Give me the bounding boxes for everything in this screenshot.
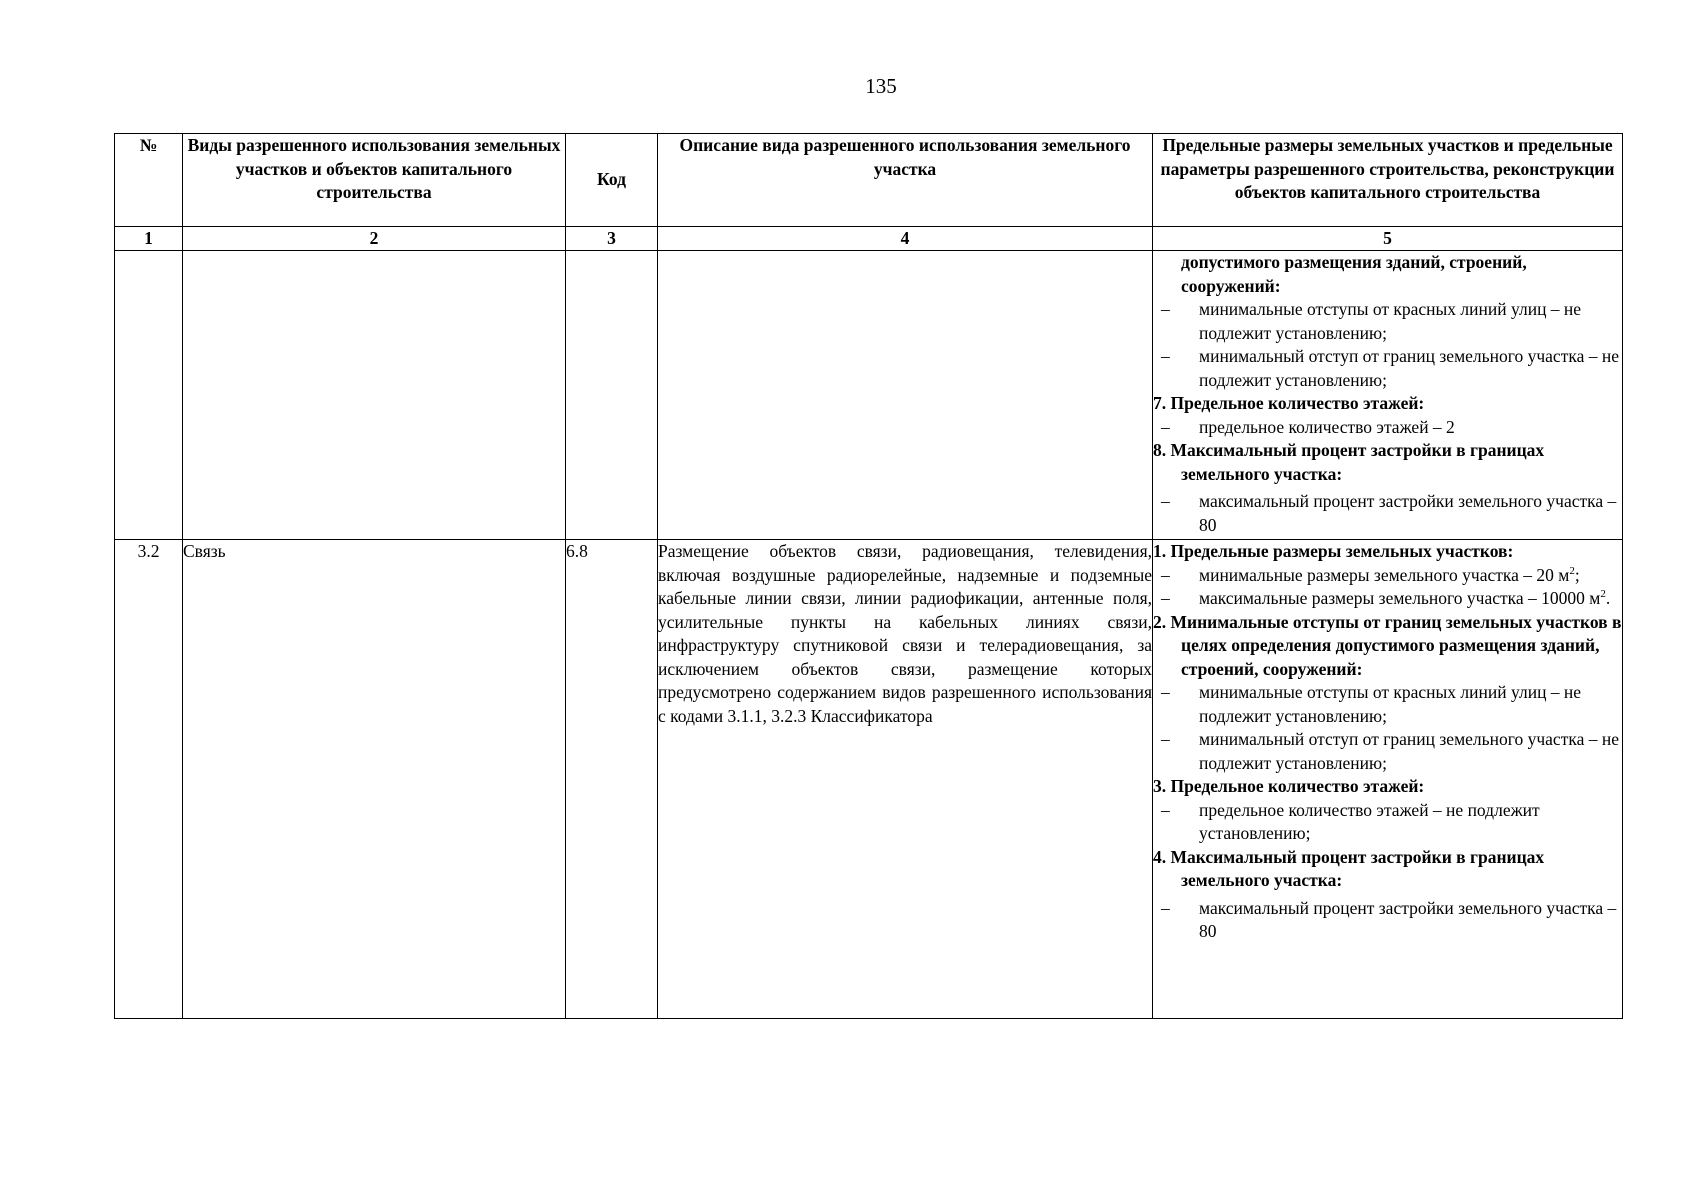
column-numbers-row [115,227,1623,251]
page-number: 135 [865,74,897,98]
params-bullet: – минимальные отступы от красных линий улиц – не подлежит установлению; [1161,299,1582,343]
dash-marker: – [1161,799,1170,820]
params-heading: 4. Максимальный процент застройки в границах земельного участка: [1153,846,1545,890]
cell-code [566,251,658,540]
params-bullet: – максимальный процент застройки земельного участка – 80 [1161,897,1617,941]
table-row-svyaz [115,540,1623,1019]
header-row [115,134,1623,227]
cell-description: Размещение объектов связи, радиовещания, телевидения, включая воздушные радиорелейные, надземные и подземные кабельные линии связи, линии радиофикации, антенные поля, усилительные пункты на кабельных линиях связи, инфраструктуру спутниковой связи и телерадиовещания, за исключением объектов связи, размещение которых предусмотрено содержанием видов разрешенного использования с кодами 3.1.1, 3.2.3 Классификатора [658,540,1153,1019]
params-bullet: – предельное количество этажей – 2 [1153,416,1622,440]
dash-marker: – [1161,729,1170,749]
params-list [1153,251,1622,537]
params-bullet: – минимальные размеры земельного участка – 20 $м^2$; [1153,564,1622,588]
cell-num: 3.2 [115,540,183,1019]
dash-marker: – [1161,897,1170,918]
params-heading: 8. Максимальный процент застройки в границах земельного участка: [1153,440,1545,484]
column-number: 1 [115,227,183,251]
dash-marker: – [1161,682,1170,702]
cell-name: Связь [183,540,566,1019]
cell-num [115,251,183,540]
params-bullet: – максимальные размеры земельного участка – 10000 $м^2$. [1153,587,1622,611]
column-number: 3 [566,227,658,251]
header-params: Предельные размеры земельных участков и предельные параметры разрешенного строительства, реконструкции объектов капитального строительства [1153,134,1623,227]
params-heading: 3. Предельное количество этажей: [1153,776,1425,796]
header-code: Код [566,134,658,227]
table-row-continued [115,251,1623,540]
params-heading: 1. Предельные размеры земельных участков: [1153,541,1514,561]
params-bullet: – минимальный отступ от границ земельного участка – не подлежит установлению; [1161,729,1619,773]
dash-marker: – [1161,299,1170,319]
header-name: Виды разрешенного использования земельных участков и объектов капитального строительства [183,134,566,227]
header-num: № [115,134,183,227]
params-heading: допустимого размещения зданий, строений, сооружений: [1181,252,1527,296]
column-number: 2 [183,227,566,251]
params-bullet: – минимальные отступы от красных линий улиц – не подлежит установлению; [1161,682,1582,726]
params-bullet: – максимальный процент застройки земельного участка – 80 [1161,491,1617,535]
params-heading: 7. Предельное количество этажей: [1153,393,1425,413]
header-description: Описание вида разрешенного использования земельного участка [658,134,1153,227]
params-bullet: – предельное количество этажей – не подлежит установлению; [1161,799,1540,843]
params-bullet: – минимальный отступ от границ земельного участка – не подлежит установлению; [1161,346,1619,390]
params-heading: 2. Минимальные отступы от границ земельных участков в целях определения допустимого размещения зданий, строений, сооружений: [1153,611,1622,679]
dash-marker: – [1161,491,1170,511]
cell-name [183,251,566,540]
cell-description [658,251,1153,540]
dash-marker: – [1161,416,1170,437]
cell-code: 6.8 [566,540,658,1019]
params-list [1153,540,1622,944]
dash-marker: – [1161,564,1170,585]
dash-marker: – [1161,588,1170,608]
cell-params [1153,540,1623,1019]
land-use-table [114,133,1623,1019]
column-number: 5 [1153,227,1623,251]
dash-marker: – [1161,346,1170,366]
column-number: 4 [658,227,1153,251]
cell-params [1153,251,1623,540]
